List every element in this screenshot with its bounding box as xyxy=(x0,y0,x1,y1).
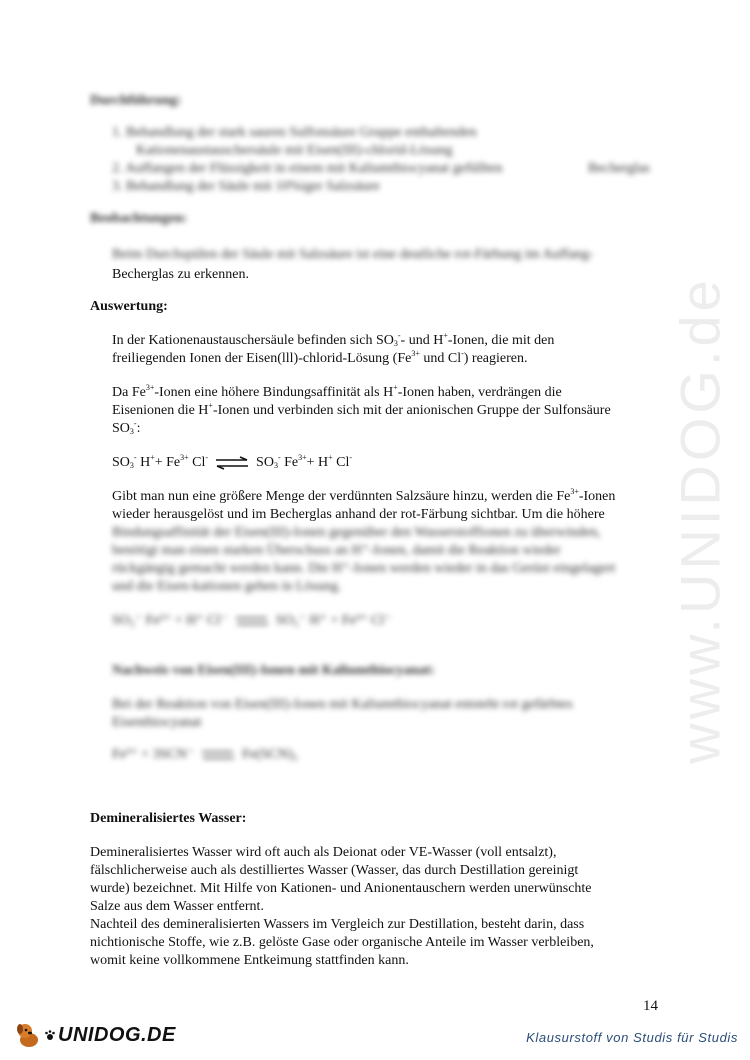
demineralisiert-heading: Demineralisiertes Wasser: xyxy=(90,811,247,826)
step-3: 3. Behandlung der Säule mit 10%iger Salzsäure xyxy=(112,179,380,194)
equation-2-left: SO₃⁻ Fe³⁺ + H⁺ Cl⁻ xyxy=(112,613,228,628)
equation-1-right: $SO_3^-$ $Fe^{3+}+ H^+$ Cl- xyxy=(256,453,353,470)
step-2: 2. Auffangen der Flüssigkeit in einem mit Kaliumthiocyanat gefüllten xyxy=(112,161,503,176)
footer xyxy=(0,1020,750,1060)
equilibrium-arrow-icon xyxy=(214,456,250,470)
equation-1 xyxy=(90,454,660,472)
demineralisiert-line: Demineralisiertes Wasser wird oft auch als Deionat oder VE-Wasser (voll entsalzt), xyxy=(90,845,557,860)
step-1: 1. Behandlung der stark sauren Sulfonsäure Gruppe enthaltenden xyxy=(112,125,477,140)
equation-3 xyxy=(112,746,660,764)
durchfuehrung-section xyxy=(90,92,650,196)
equation-1-left: $SO_3^-$ $H^++ Fe^{3+}$ Cl- xyxy=(112,453,209,470)
auswertung-heading: Auswertung: xyxy=(90,299,168,314)
durchfuehrung-heading: Durchführung: xyxy=(90,93,182,108)
equation-2 xyxy=(90,612,660,630)
equation-3-right: Fe(SCN)₃ xyxy=(242,747,298,762)
auswertung-section xyxy=(90,298,660,764)
auswertung-paragraph-3: Gibt man nun eine größere Menge der verdünnten Salzsäure hinzu, werden die $Fe^{3+}$-Ionen wieder herausgelöst und im Becherglas anhand der rot-Färbung sichtbar. Um die höhere Bindungsaffinität der Eisen(III)-Ionen gegenüber den Wasserstoffionen zu überwinden, benötigt man einen starken Überschuss an H⁺-Ionen, damit die Reaktion wieder rückgängig gemacht werden kann. Die H⁺-Ionen werden wieder in das Gerüst eingelagert und die Eisen-kationen gehen in Lösung. xyxy=(112,487,616,594)
equation-2-right: SO₃⁻ H⁺ + Fe³⁺ Cl⁻ xyxy=(275,613,392,628)
equation-3-left: Fe³⁺ + 3SCN⁻ xyxy=(112,747,195,762)
nachweis-section xyxy=(90,662,660,764)
step-2-cont: Becherglas xyxy=(588,161,650,176)
paw-icon xyxy=(44,1029,56,1041)
watermark-text: www.UNIDOG.de xyxy=(668,276,732,764)
beobachtungen-line-1: Beim Durchspülen der Säule mit Salzsäure ist eine deutliche rot-Färbung im Auffang- xyxy=(112,247,594,262)
demineralisiert-line: nichtionische Stoffe, wie z.B. gelöste Gase oder organische Anteile im Wasser verbleiben, xyxy=(90,935,594,950)
equilibrium-arrow-icon xyxy=(200,748,236,762)
beobachtungen-heading: Beobachtungen: xyxy=(90,211,188,226)
unidog-logo xyxy=(14,1020,176,1050)
nachweis-heading: Nachweis von Eisen(III)-Ionen mit Kaliumthiocyanat: xyxy=(112,663,435,678)
nachweis-line-1: Bei der Reaktion von Eisen(III)-Ionen mit Kaliumthiocyanat entsteht rot gefärbtes xyxy=(112,697,573,712)
demineralisiert-line: Salze aus dem Wasser entfernt. xyxy=(90,899,264,914)
demineralisiert-line: Nachteil des demineralisierten Wassers im Vergleich zur Destillation, besteht darin, dass xyxy=(90,917,585,932)
step-1-cont: Kationenaustauschersäule mit Eisen(III)-chlorid-Lösung xyxy=(136,143,453,158)
demineralisiert-line: wurde) bezeichnet. Mit Hilfe von Kationen- und Anionentauschern werden unerwünschte xyxy=(90,881,592,896)
logo-text: UNIDOG.DE xyxy=(58,1023,176,1046)
auswertung-paragraph-2: Da $Fe^{3+}$-Ionen eine höhere Bindungsaffinität als H+-Ionen haben, verdrängen die Eisenionen die H+-Ionen und verbinden sich mit der anionischen Gruppe der Sulfonsäure $SO_3^-$: xyxy=(112,383,611,436)
beobachtungen-line-2: Becherglas zu erkennen. xyxy=(112,267,249,282)
equilibrium-arrow-icon xyxy=(234,614,270,628)
demineralisiert-section xyxy=(90,810,660,970)
dog-icon xyxy=(14,1020,44,1050)
demineralisiert-line: fälschlicherweise auch als destilliertes Wasser (Wasser, das durch Destillation gereinigt xyxy=(90,863,579,878)
footer-tagline: Klausurstoff von Studis für Studis xyxy=(526,1030,738,1045)
demineralisiert-line: womit keine vollkommene Entkeimung stattfinden kann. xyxy=(90,953,409,968)
auswertung-paragraph-1: In der Kationenaustauschersäule befinden sich $SO_3^--$ und H+-Ionen, die mit den freiliegenden Ionen der Eisen(lll)-chlorid-Lösung ($Fe^{3+}$ und Cl-) reagieren. xyxy=(112,331,555,366)
page-number: 14 xyxy=(643,998,658,1014)
nachweis-line-2: Eisenthiocyanat xyxy=(112,715,202,730)
beobachtungen-section xyxy=(90,210,650,284)
